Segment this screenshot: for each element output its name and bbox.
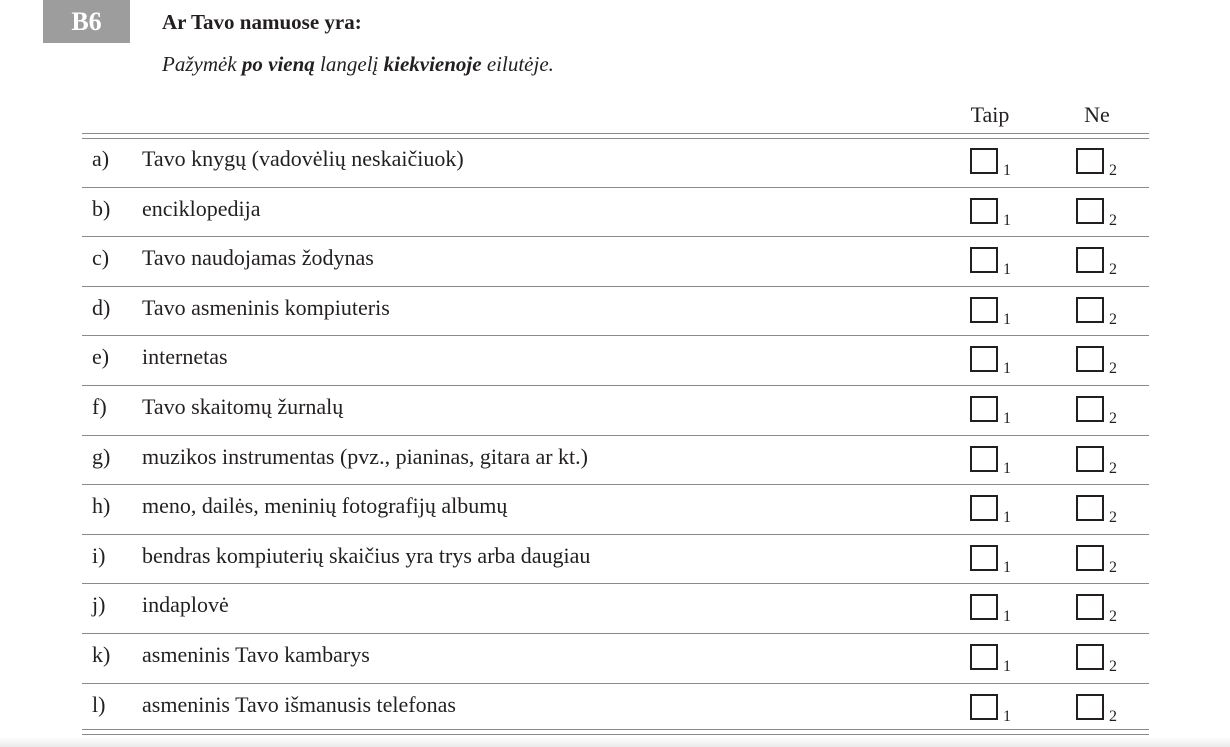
checkbox-no[interactable]: [1076, 198, 1104, 224]
column-header-yes: Taip: [970, 102, 1010, 127]
checkbox-no[interactable]: [1076, 495, 1104, 521]
answer-code-yes: 1: [1003, 707, 1011, 725]
checkbox-yes[interactable]: [970, 247, 998, 273]
checkbox-no[interactable]: [1076, 396, 1104, 422]
checkbox-yes[interactable]: [970, 396, 998, 422]
table-row: [82, 634, 1149, 684]
checkbox-yes[interactable]: [970, 297, 998, 323]
row-label: Tavo naudojamas žodynas: [142, 245, 374, 271]
answer-code-no: 2: [1109, 310, 1117, 328]
row-letter: a): [92, 146, 110, 171]
question-number: B6: [71, 6, 102, 36]
checkbox-no[interactable]: [1076, 297, 1104, 323]
answer-code-no: 2: [1109, 211, 1117, 229]
checkbox-yes[interactable]: [970, 694, 998, 720]
answer-code-no: 2: [1109, 707, 1117, 725]
instruction-text: [162, 52, 554, 77]
answer-code-no: 2: [1109, 459, 1117, 477]
checkbox-yes[interactable]: [970, 644, 998, 670]
row-letter: h): [92, 493, 111, 519]
answer-code-yes: 1: [1003, 409, 1011, 427]
row-label: internetas: [142, 344, 228, 370]
row-letter: l): [92, 691, 106, 717]
table-row: [82, 535, 1149, 585]
row-letter: e): [92, 344, 110, 370]
row-letter: d): [92, 294, 111, 320]
instruction-emphasis: po vieną: [241, 52, 315, 76]
checkbox-no[interactable]: [1076, 346, 1104, 372]
instruction-part: langelį: [314, 52, 384, 76]
answer-code-yes: 1: [1003, 509, 1011, 527]
table-row: [82, 386, 1149, 436]
instruction-part: eilutėje.: [481, 52, 554, 76]
row-letter: i): [92, 542, 106, 568]
answer-code-no: 2: [1109, 558, 1117, 576]
table-row: [82, 436, 1149, 486]
row-label: asmeninis Tavo kambarys: [142, 641, 370, 667]
table-row: [82, 684, 1149, 734]
row-label: Tavo skaitomų žurnalų: [142, 393, 344, 419]
answer-code-no: 2: [1109, 608, 1117, 626]
checkbox-no[interactable]: [1076, 594, 1104, 620]
checkbox-yes[interactable]: [970, 594, 998, 620]
table-row: [82, 287, 1149, 337]
page-shadow: [0, 737, 1230, 747]
answer-code-no: 2: [1109, 409, 1117, 427]
table-row: [82, 188, 1149, 238]
answer-code-yes: 1: [1003, 162, 1011, 179]
checkbox-yes[interactable]: [970, 495, 998, 521]
answer-code-no: 2: [1109, 509, 1117, 527]
checkbox-yes[interactable]: [970, 148, 998, 174]
row-letter: j): [92, 592, 106, 618]
row-label: indaplovė: [142, 592, 229, 618]
row-letter: k): [92, 641, 111, 667]
row-label: asmeninis Tavo išmanusis telefonas: [142, 691, 456, 717]
row-label: Tavo knygų (vadovėlių neskaičiuok): [142, 146, 464, 171]
table-row: [82, 138, 1149, 188]
answer-code-no: 2: [1109, 162, 1117, 179]
checkbox-no[interactable]: [1076, 644, 1104, 670]
answer-code-no: 2: [1109, 261, 1117, 279]
row-label: enciklopedija: [142, 195, 261, 221]
column-header-no: Ne: [1084, 102, 1110, 127]
instruction-part: Pažymėk: [162, 52, 242, 76]
answer-code-no: 2: [1109, 657, 1117, 675]
table-bottom-rule: [82, 729, 1149, 735]
checkbox-no[interactable]: [1076, 446, 1104, 472]
checkbox-yes[interactable]: [970, 545, 998, 571]
question-number-badge: [43, 0, 130, 43]
row-letter: g): [92, 443, 111, 469]
question-title: Ar Tavo namuose yra:: [162, 10, 362, 34]
checkbox-yes[interactable]: [970, 346, 998, 372]
answer-code-yes: 1: [1003, 211, 1011, 229]
table-row: [82, 485, 1149, 535]
answer-code-yes: 1: [1003, 459, 1011, 477]
checkbox-no[interactable]: [1076, 694, 1104, 720]
checkbox-no[interactable]: [1076, 247, 1104, 273]
row-label: bendras kompiuterių skaičius yra trys arba daugiau: [142, 542, 591, 568]
row-letter: f): [92, 393, 107, 419]
instruction-emphasis: kiekvienoje: [383, 52, 482, 76]
question-table: [82, 138, 1149, 733]
answer-code-yes: 1: [1003, 657, 1011, 675]
checkbox-no[interactable]: [1076, 545, 1104, 571]
row-label: meno, dailės, meninių fotografijų albumų: [142, 493, 508, 519]
row-letter: c): [92, 245, 110, 271]
row-label: muzikos instrumentas (pvz., pianinas, gitara ar kt.): [142, 443, 588, 469]
table-row: [82, 336, 1149, 386]
table-row: [82, 237, 1149, 287]
answer-code-yes: 1: [1003, 261, 1011, 279]
row-label: Tavo asmeninis kompiuteris: [142, 294, 390, 320]
checkbox-no[interactable]: [1076, 148, 1104, 174]
checkbox-yes[interactable]: [970, 198, 998, 224]
table-row: [82, 584, 1149, 634]
answer-code-yes: 1: [1003, 360, 1011, 378]
row-letter: b): [92, 195, 111, 221]
answer-code-yes: 1: [1003, 558, 1011, 576]
checkbox-yes[interactable]: [970, 446, 998, 472]
answer-code-yes: 1: [1003, 608, 1011, 626]
answer-code-yes: 1: [1003, 310, 1011, 328]
answer-code-no: 2: [1109, 360, 1117, 378]
